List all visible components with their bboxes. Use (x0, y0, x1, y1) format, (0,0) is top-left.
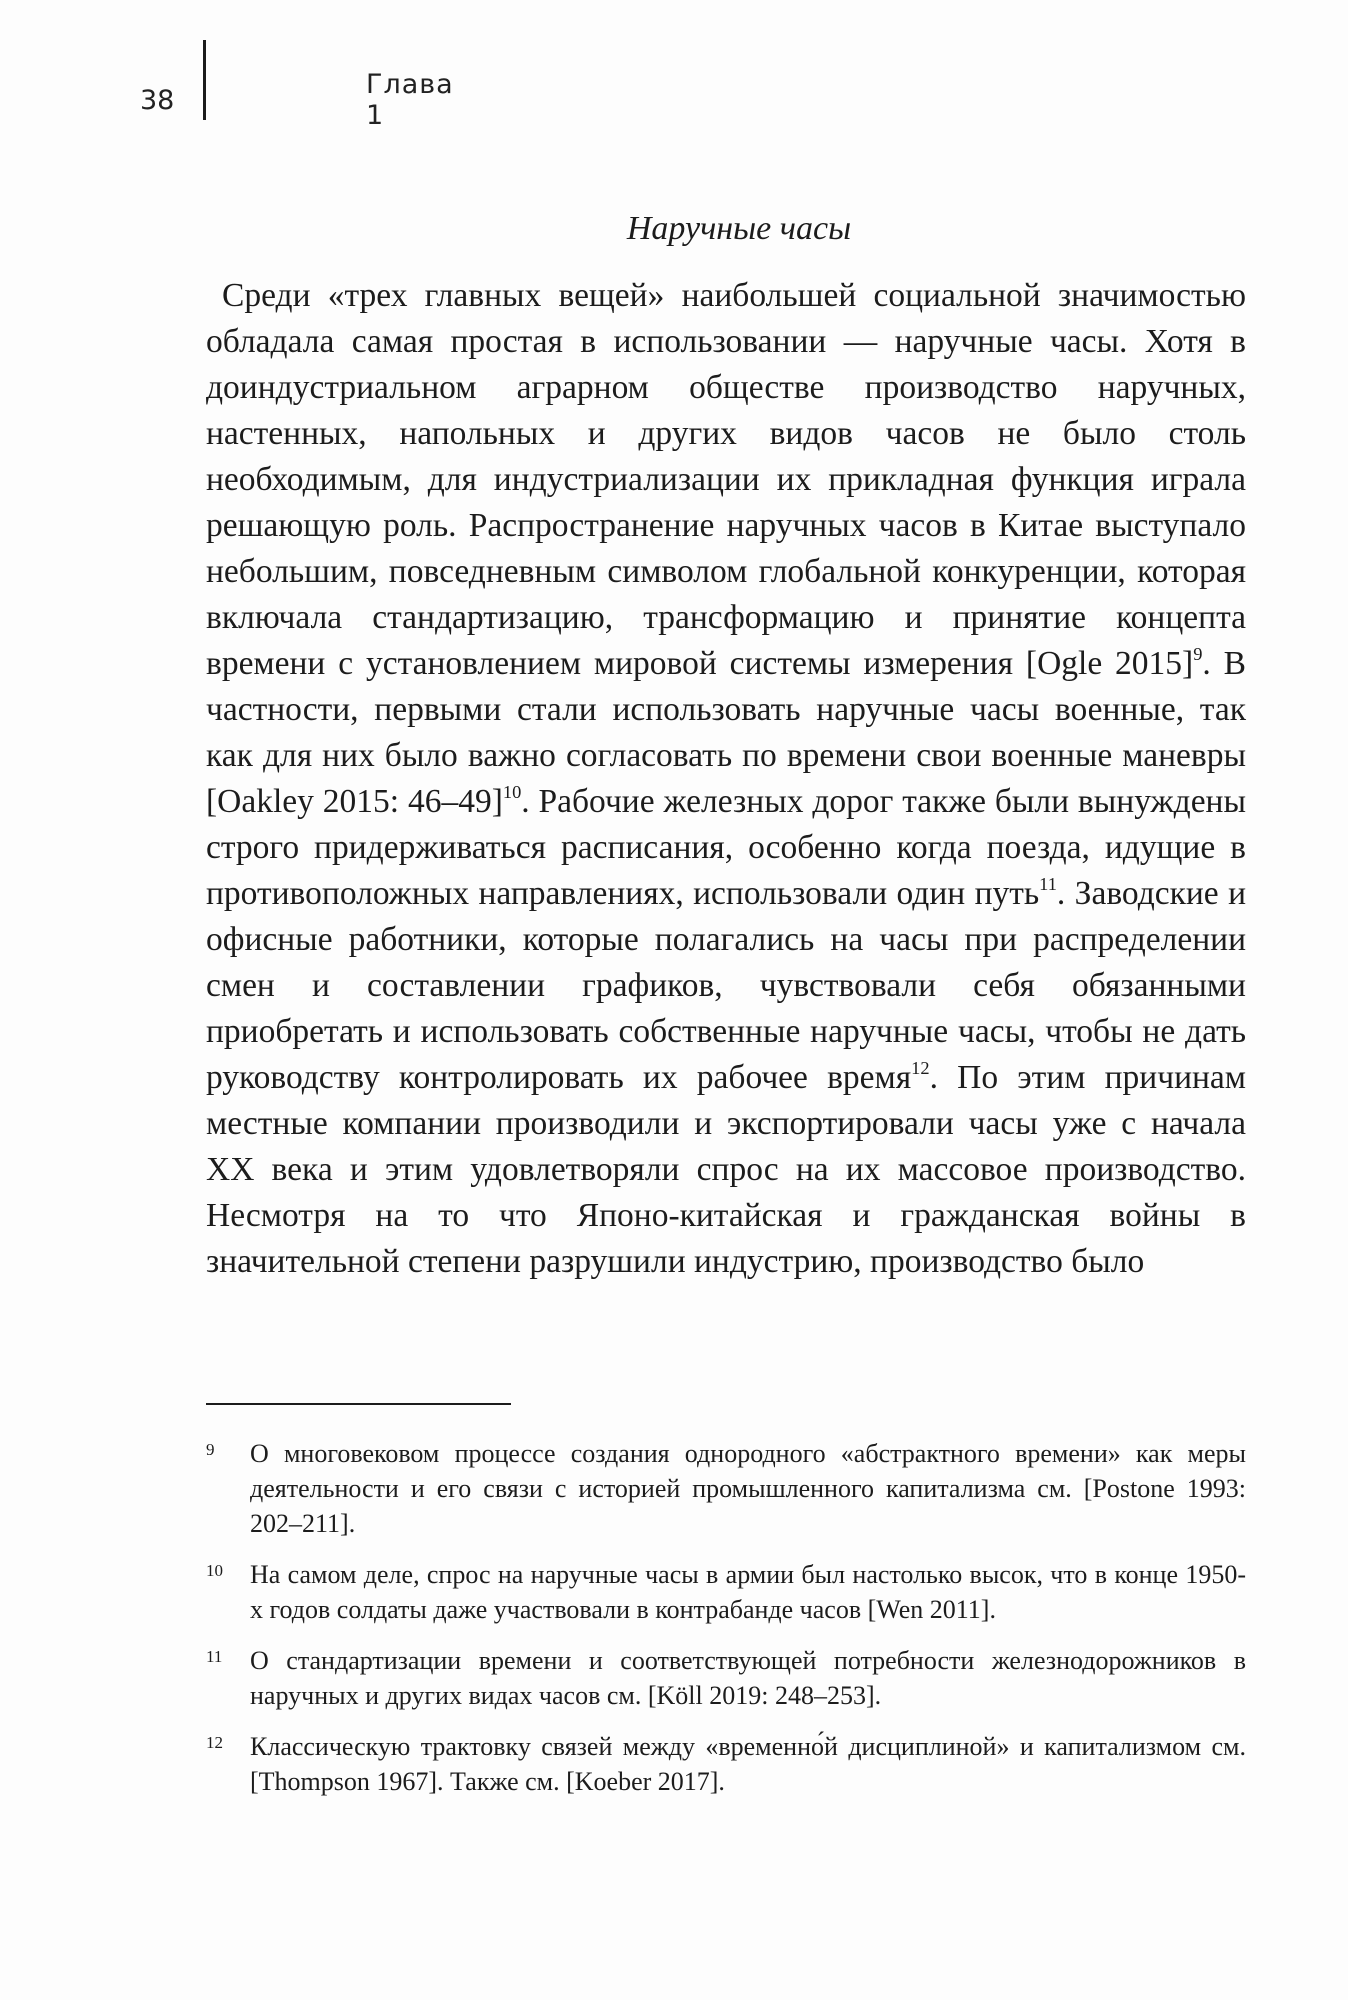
chapter-label: Глава 1 (366, 69, 454, 131)
page-number: 38 (140, 84, 175, 116)
footnote-11 (206, 1643, 1246, 1713)
body-paragraph (206, 273, 1246, 1285)
footnote-ref-10: 10 (502, 782, 522, 803)
footnote-mark: 12 (206, 1733, 223, 1752)
footnote-mark: 11 (206, 1647, 223, 1666)
body-segment: Среди «трех главных вещей» наибольшей социальной значимостью обладала самая простая в использовании — наручные часы. Хотя в доиндустриальном аграрном обществе производство наручных, настенных, напольных и других видов часов не было столь необходимым, для индустриализации их прикладная функция играла решающую роль. Распространение наручных часов в Китае выступало небольшим, повседневным символом глобальной конкуренции, которая включала стандартизацию, трансформацию и принятие концепта времени с установлением мировой системы измерения [Ogle 2015] (206, 277, 1246, 682)
footnote-text: О стандартизации времени и соответствующей потребности железнодорожников в наручных и других видах часов см. [Köll 2019: 248–253]. (250, 1646, 1246, 1710)
body-segment: . Рабочие железных дорог также были вынуждены строго придерживаться расписания, особенно когда поезда, идущие в противоположных направлениях, использовали один путь (206, 783, 1246, 912)
footnote-ref-9: 9 (1193, 644, 1203, 665)
body-segment: . В частности, первыми стали использовать наручные часы военные, так как для них было важно согласовать по времени свои военные маневры [Oakley 2015: 46–49] (206, 645, 1246, 820)
header-divider (203, 40, 206, 120)
footnote-ref-12: 12 (911, 1058, 930, 1079)
footnote-text: На самом деле, спрос на наручные часы в армии был настолько высок, что в конце 1950-х годов солдаты даже участвовали в контрабанде часов [Wen 2011]. (250, 1560, 1246, 1624)
body-segment: . По этим причинам местные компании производили и экспортировали часы уже с начала XX века и этим удовлетворяли спрос на их массовое производство. Несмотря на то что Японо-китайская и гражданская войны в значительной степени разрушили индустрию, производство было (206, 1059, 1247, 1280)
footnotes (206, 1436, 1246, 1815)
footnote-12 (206, 1729, 1246, 1799)
footnote-mark: 10 (206, 1561, 223, 1580)
body-text (206, 273, 1246, 1285)
body-segment: . Заводские и офисные работники, которые полагались на часы при распределении смен и составлении графиков, чувствовали себя обязанными приобретать и использовать собственные наручные часы, чтобы не дать руководству контролировать их рабочее время (206, 875, 1246, 1096)
footnote-separator (206, 1403, 511, 1405)
footnote-10 (206, 1557, 1246, 1627)
section-title: Наручные часы (626, 210, 852, 247)
footnote-text: Классическую трактовку связей между «временно́й дисциплиной» и капитализмом см. [Thompson 1967]. Также см. [Koeber 2017]. (250, 1732, 1246, 1796)
footnote-ref-11: 11 (1039, 874, 1057, 895)
footnote-9 (206, 1436, 1246, 1541)
footnote-text: О многовековом процессе создания однородного «абстрактного времени» как меры деятельности и его связи с историей промышленного капитализма см. [Postone 1993: 202–211]. (250, 1439, 1246, 1538)
running-head (140, 69, 454, 131)
footnote-mark: 9 (206, 1440, 215, 1459)
